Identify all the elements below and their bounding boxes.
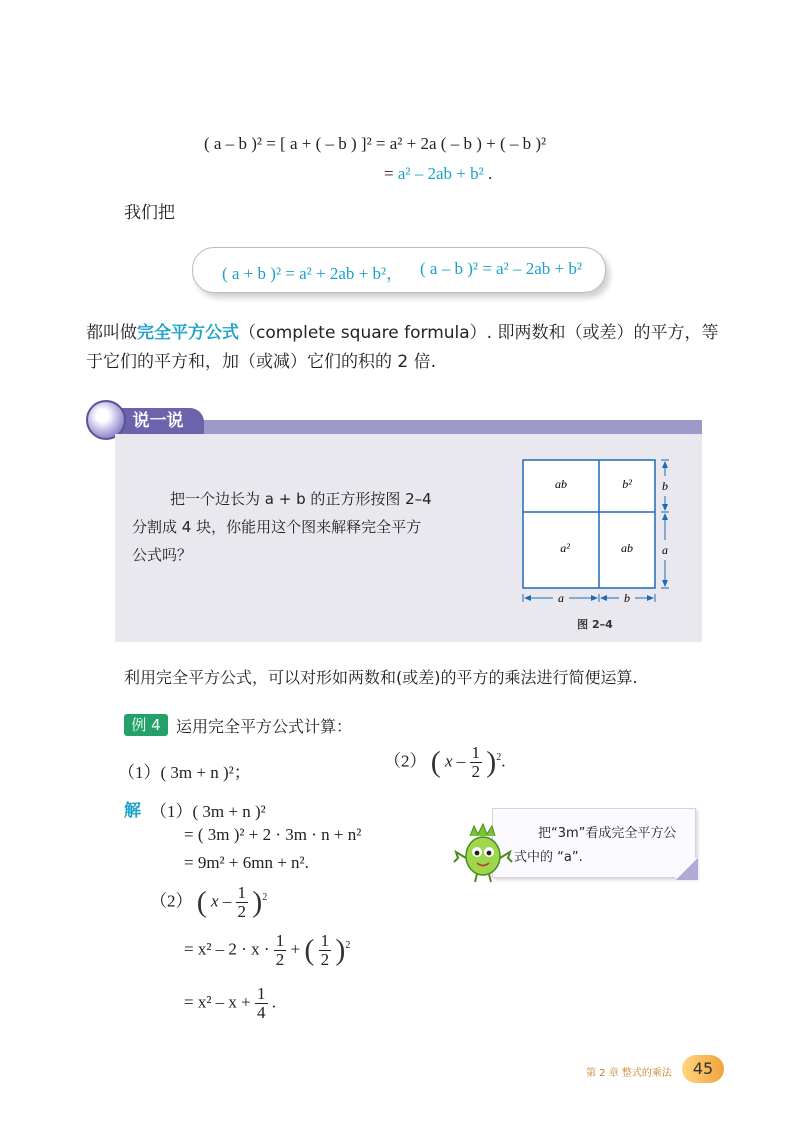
solution-2-line-2: [184, 932, 350, 969]
s2l2-frac1-num: 1: [275, 931, 285, 950]
s2l2-exp: 2: [345, 939, 351, 951]
s2l2-a: = x² – 2 · x ·: [184, 939, 270, 959]
solution-2-label: （2）: [150, 891, 193, 911]
s2-exp: 2: [262, 891, 268, 903]
q2-var: x –: [445, 751, 466, 771]
derivation-equals: =: [384, 164, 394, 183]
question-2-label: （2）: [384, 751, 427, 771]
diagram-outer-square: [523, 460, 655, 588]
hint-note: [492, 808, 696, 878]
derivation-result: a² – 2ab + b²: [397, 164, 484, 183]
s2l2-b: +: [290, 939, 301, 959]
shuo-text-3: 公式吗？: [132, 546, 193, 564]
derivation-line-1: ( a – b )² = [ a + ( – b ) ]² = a² + 2a ( – b ) + ( – b )²: [204, 134, 547, 153]
s2l2-frac2-num: 1: [320, 931, 330, 950]
example-title: 运用完全平方公式计算：: [176, 717, 353, 736]
q2-den: 2: [471, 762, 481, 781]
s2l3-den: 4: [257, 1003, 266, 1022]
s2l2-frac1-den: 2: [275, 950, 285, 969]
dim-label-b: b: [662, 479, 668, 493]
definition-part1: 都叫做: [86, 323, 137, 343]
derivation-line-2: [384, 164, 492, 184]
shuo-header-bar: [200, 420, 702, 434]
shuo-text-1: 把一个边长为 a + b 的正方形按图 2–4: [170, 490, 432, 508]
question-2: [384, 744, 506, 781]
definition-line-2: 于它们的平方和，加（或减）它们的积的 2 倍.: [86, 352, 437, 372]
q2-num: 1: [471, 743, 481, 762]
s2-fraction: [236, 884, 249, 921]
s2l2-open-paren: (: [304, 933, 315, 967]
s2l2-close-paren: ): [335, 933, 346, 967]
mascot-icon: [452, 822, 514, 884]
formula-sum: ( a + b )² = a² + 2ab + b²，: [222, 264, 404, 283]
solution-label: 解: [124, 801, 141, 821]
q2-open-paren: (: [430, 745, 441, 779]
solution-1-line-2: = ( 3m )² + 2 · 3m · n + n²: [184, 825, 362, 844]
diagram-ab-top: ab: [555, 477, 567, 491]
s2-close-paren: ): [252, 885, 263, 919]
s2-num: 1: [237, 883, 247, 902]
question-1: （1）( 3m + n )²；: [118, 763, 251, 782]
s2l3-frac: [255, 985, 268, 1022]
solution-2-line-3: [184, 985, 276, 1022]
example-tag: 例 4: [124, 714, 168, 736]
square-diagram: [515, 452, 675, 642]
q2-close-paren: ): [486, 745, 497, 779]
dim-label-a-right: a: [662, 543, 668, 557]
s2l3-end: .: [271, 992, 277, 1012]
s2-var: x –: [211, 891, 232, 911]
derivation-end: .: [487, 164, 493, 183]
chapter-label: 第 2 章 整式的乘法: [586, 1068, 672, 1079]
definition-line-1: [86, 318, 719, 343]
s2l2-frac2-den: 2: [320, 950, 330, 969]
diagram-b2: b²: [622, 477, 632, 491]
s2-open-paren: (: [196, 885, 207, 919]
note-line-1: 把“3m”看成完全平方公: [538, 826, 677, 841]
note-fold-corner: [676, 858, 698, 880]
s2l3-a: = x² – x +: [184, 992, 251, 1012]
s2l3-num: 1: [257, 984, 266, 1003]
solution-1-line-3: = 9m² + 6mn + n².: [184, 853, 309, 872]
solution-1-head: （1）( 3m + n )²: [150, 802, 266, 821]
definition-part2: （complete square formula）. 即两数和（或差）的平方，等: [239, 323, 719, 343]
s2l2-frac-2: [319, 932, 332, 969]
q2-fraction: [470, 744, 483, 781]
formula-diff: ( a – b )² = a² – 2ab + b²: [420, 259, 582, 278]
s2-den: 2: [237, 902, 247, 921]
shuo-title: 说一说: [112, 408, 204, 435]
diagram-caption: 图 2–4: [577, 618, 613, 631]
definition-term: 完全平方公式: [137, 323, 239, 343]
page-number: 45: [682, 1055, 724, 1083]
diagram-a2: a²: [560, 541, 570, 555]
shuo-text-2: 分割成 4 块，你能用这个图来解释完全平方: [132, 518, 422, 536]
q2-exp: 2: [496, 751, 502, 763]
s2l2-frac-1: [274, 932, 287, 969]
dim-label-a-bottom: a: [558, 591, 564, 605]
intro-text: 我们把: [124, 203, 175, 223]
dim-label-b-bottom: b: [624, 591, 630, 605]
q2-end: .: [501, 751, 506, 771]
note-line-2: 式中的 “a”.: [514, 850, 583, 865]
usage-text: 利用完全平方公式，可以对形如两数和(或差)的平方的乘法进行简便运算.: [124, 668, 638, 687]
solution-2-head: [150, 884, 267, 921]
diagram-ab-bottom: ab: [621, 541, 633, 555]
